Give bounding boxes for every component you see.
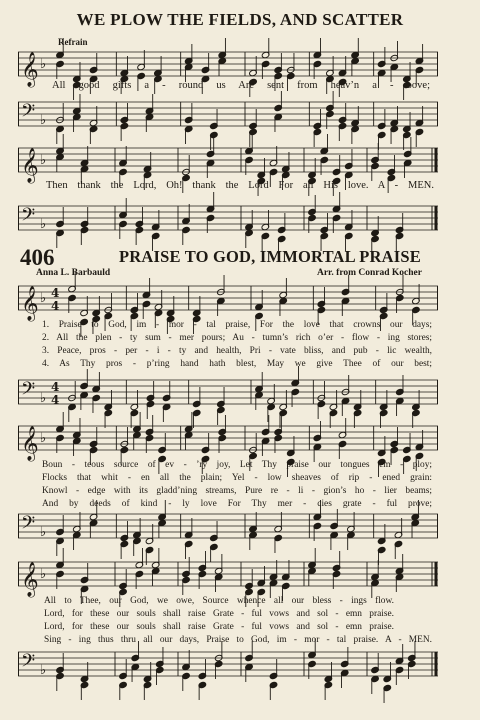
hymn-arranger: Arr. from Conrad Kocher — [316, 268, 422, 278]
refrain-label: Refrain — [58, 37, 88, 47]
key-flat-icon: ♭ — [40, 431, 47, 446]
bass-clef-icon: 𝄢 — [21, 205, 36, 230]
prev-treble-staff-2 — [18, 146, 438, 183]
treble-clef-icon: 𝄞 — [21, 148, 39, 183]
key-flat-icon: ♭ — [40, 153, 47, 168]
treble-clef-icon: 𝄞 — [21, 52, 39, 87]
key-flat-icon: ♭ — [40, 567, 47, 582]
s2-verse-2: Flocks that whit - en all the plain; Yel - low sheaves of rip - ened grain: — [42, 473, 432, 483]
hymn-number: 406 — [20, 245, 55, 270]
s1-verse-1: 1. Praise to God, im - mor - tal praise, For the love that crowns our days; — [42, 320, 432, 330]
bass-clef-icon: 𝄢 — [21, 513, 36, 538]
s2-treble-staff — [18, 424, 438, 461]
hymn-title: PRAISE TO GOD, IMMORTAL PRAISE — [118, 247, 421, 266]
s3-verse-4: Sing - ing thus thru all our days, Praise to God, im - mor - tal praise. A - MEN. — [44, 635, 432, 645]
key-flat-icon: ♭ — [40, 291, 47, 306]
time-signature-top: 4 — [51, 380, 60, 394]
s1-treble-staff — [18, 284, 438, 321]
s3-treble-staff — [18, 560, 438, 597]
key-flat-icon: ♭ — [40, 113, 47, 128]
prev-lyric-line-1: All good gifts a - round us Are sent from heav’n a - bove; — [52, 80, 430, 91]
prev-bass-staff-1 — [18, 100, 438, 132]
s3-verse-2: Lord, for these our souls shall raise Grate - ful vows and sol - emn praise. — [44, 609, 394, 619]
prev-lyric-line-2: Then thank the Lord, Oh! thank the Lord For all His love. A - MEN. — [46, 180, 434, 191]
s3-bass-staff — [18, 650, 438, 682]
s1-bass-staff — [18, 378, 438, 410]
s1-verse-3: 3. Peace, pros - per - i - ty and health, Pri - vate bliss, and pub - lic wealth, — [42, 346, 432, 356]
s3-verse-1: All to Thee, our God, we owe, Source whence all our bless - ings flow. — [44, 596, 394, 606]
time-signature-top: 4 — [51, 286, 60, 300]
hymn-author: Anna L. Barbauld — [36, 268, 111, 278]
s3-verse-3: Lord, for these our souls shall raise Grate - ful vows and sol - emn praise. — [44, 622, 394, 632]
time-signature-bottom: 4 — [51, 299, 60, 313]
prev-bass-staff-2 — [18, 204, 438, 236]
s2-verse-1: Boun - teous source of ev - ’ry joy, Let Thy praise our tongues em - ploy; — [42, 460, 432, 470]
s2-bass-staff — [18, 512, 438, 544]
key-flat-icon: ♭ — [40, 663, 47, 678]
key-flat-icon: ♭ — [40, 57, 47, 72]
treble-clef-icon: 𝄞 — [21, 562, 39, 597]
bass-clef-icon: 𝄢 — [21, 101, 36, 126]
previous-hymn-title: WE PLOW THE FIELDS, AND SCATTER — [76, 10, 404, 29]
bass-clef-icon: 𝄢 — [21, 379, 36, 404]
key-flat-icon: ♭ — [40, 391, 47, 406]
key-flat-icon: ♭ — [40, 525, 47, 540]
key-flat-icon: ♭ — [40, 217, 47, 232]
treble-clef-icon: 𝄞 — [21, 426, 39, 461]
treble-clef-icon: 𝄞 — [21, 286, 39, 321]
bass-clef-icon: 𝄢 — [21, 651, 36, 676]
s1-verse-4: 4. As Thy pros - p’ring hand hath blest, May we give Thee of our best; — [42, 359, 432, 369]
s2-verse-4: And by deeds of kind - ly love For Thy mer - cies grate - ful prove; — [42, 499, 432, 509]
s2-verse-3: Knowl - edge with its gladd’ning streams, Pure re - li - gion’s ho - lier beams; — [42, 486, 432, 496]
s1-verse-2: 2. All the plen - ty sum - mer pours; Au - tumn’s rich o’er - flow - ing stores; — [42, 333, 432, 343]
time-signature-bottom: 4 — [51, 393, 60, 407]
